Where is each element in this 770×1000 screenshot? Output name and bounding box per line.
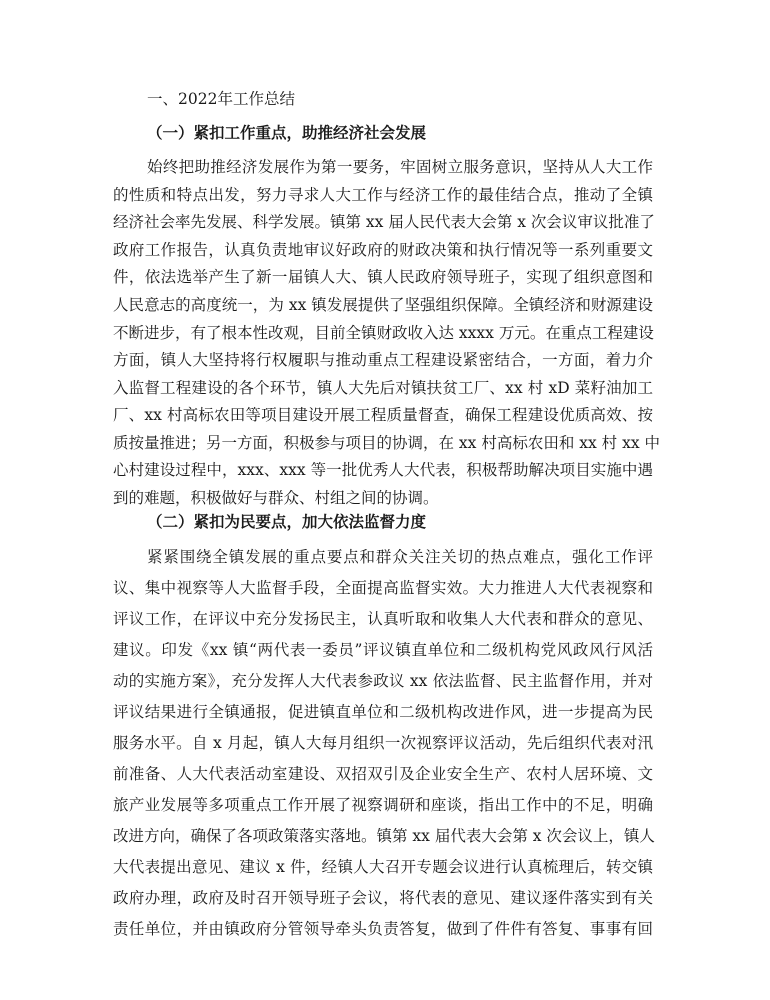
paragraph-line: 经济社会率先发展、科学发展。镇第 xx 届人民代表大会第 x 次会议审议批准了 <box>113 213 655 231</box>
paragraph-line: 动的实施方案》，充分发挥人大代表参政议 xx 依法监督、民主监督作用，并对 <box>113 672 653 690</box>
paragraph-line: 人民意志的高度统一，为 xx 镇发展提供了坚强组织保障。全镇经济和财源建设 <box>113 296 653 314</box>
paragraph-line: 服务水平。自 x 月起，镇人大每月组织一次视察评议活动，先后组织代表对汛 <box>113 734 653 752</box>
paragraph-line: 政府办理，政府及时召开领导班子会议，将代表的意见、建议逐件落实到有关 <box>113 889 653 907</box>
paragraph-line: 评议工作，在评议中充分发扬民主，认真听取和收集人大代表和群众的意见、 <box>113 610 653 628</box>
paragraph-line: 建议。印发《xx 镇“两代表一委员”评议镇直单位和二级机构党风政风行风活 <box>113 641 653 659</box>
paragraph-line: 旅产业发展等多项重点工作开展了视察调研和座谈，指出工作中的不足，明确 <box>113 796 653 814</box>
subsection-title: （二）紧扣为民要点，加大依法监督力度 <box>147 512 427 531</box>
paragraph-line: 件，依法选举产生了新一届镇人大、镇人民政府领导班子，实现了组织意图和 <box>113 268 653 286</box>
section-heading: 一、2022年工作总结 <box>147 90 295 108</box>
paragraph-line: 不断进步，有了根本性改观，目前全镇财政收入达 xxxx 万元。在重点工程建设 <box>113 324 654 342</box>
paragraph-line: 大代表提出意见、建议 x 件，经镇人大召开专题会议进行认真梳理后，转交镇 <box>113 858 653 876</box>
paragraph-line: 心村建设过程中，xxx、xxx 等一批优秀人大代表，积极帮助解决项目实施中遇 <box>113 461 653 479</box>
paragraph-line: 责任单位，并由镇政府分管领导牵头负责答复，做到了件件有答复、事事有回 <box>113 920 653 938</box>
paragraph-line: 入监督工程建设的各个环节，镇人大先后对镇扶贫工厂、xx 村 xD 菜籽油加工 <box>113 379 653 397</box>
paragraph-line: 方面，镇人大坚持将行权履职与推动重点工程建设紧密结合，一方面，着力介 <box>113 351 653 369</box>
paragraph-line: 评议结果进行全镇通报，促进镇直单位和二级机构改进作风，进一步提高为民 <box>113 703 653 721</box>
paragraph-line: 议、集中视察等人大监督手段，全面提高监督实效。大力推进人大代表视察和 <box>113 579 653 597</box>
paragraph-line: 厂、xx 村高标农田等项目建设开展工程质量督查，确保工程建设优质高效、按 <box>113 406 653 424</box>
paragraph-line: 紧紧围绕全镇发展的重点要点和群众关注关切的热点难点，强化工作评 <box>147 548 653 566</box>
paragraph-line: 的性质和特点出发，努力寻求人大工作与经济工作的最佳结合点，推动了全镇 <box>113 186 653 204</box>
paragraph-line: 始终把助推经济发展作为第一要务，牢固树立服务意识，坚持从人大工作 <box>147 158 653 176</box>
paragraph-line: 到的难题，积极做好与群众、村组之间的协调。 <box>113 489 439 507</box>
paragraph-line: 质按量推进；另一方面，积极参与项目的协调，在 xx 村高标农田和 xx 村 xx 中 <box>113 434 661 452</box>
paragraph-line: 政府工作报告，认真负责地审议好政府的财政决策和执行情况等一系列重要文 <box>113 241 653 259</box>
subsection-title: （一）紧扣工作重点，助推经济社会发展 <box>147 123 427 142</box>
paragraph-line: 改进方向，确保了各项政策落实落地。镇第 xx 届代表大会第 x 次会议上，镇人 <box>113 827 655 845</box>
paragraph-line: 前准备、人大代表活动室建设、双招双引及企业安全生产、农村人居环境、文 <box>113 765 653 783</box>
